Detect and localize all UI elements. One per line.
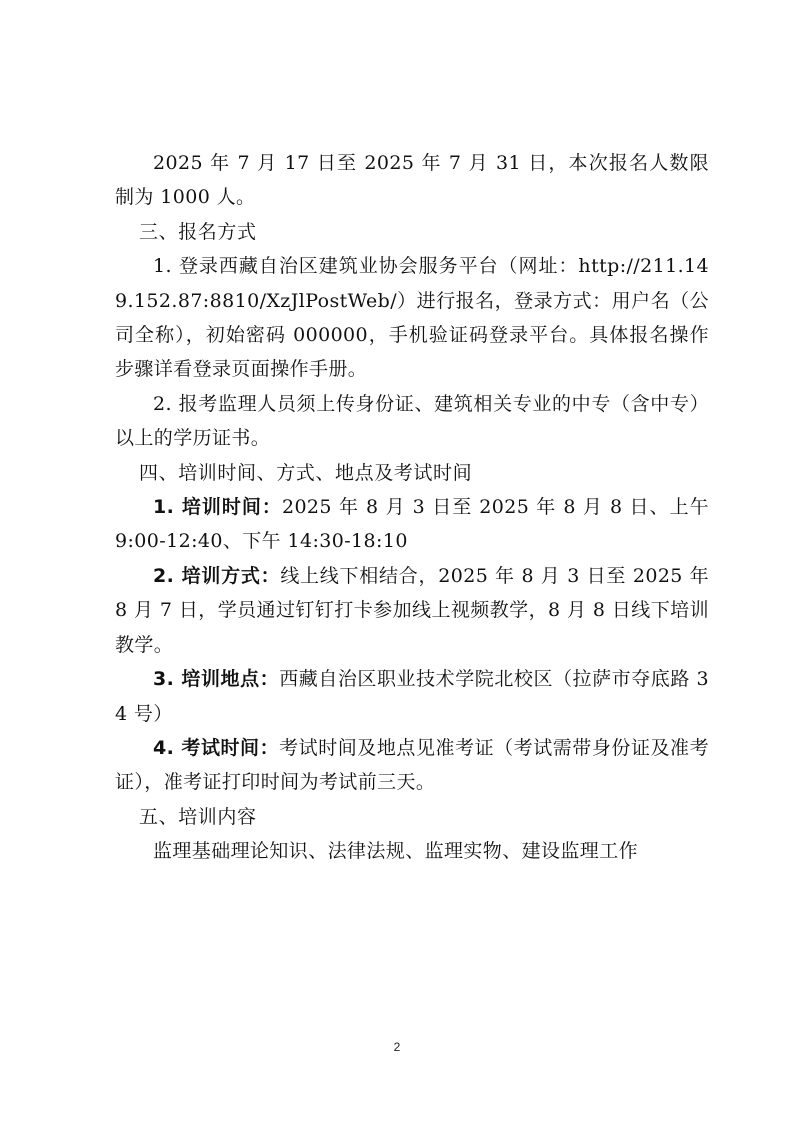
section-heading-registration-method: 三、报名方式 [139,220,257,243]
training-time-item [115,490,709,559]
section-heading-training-content: 五、培训内容 [139,805,257,828]
section-heading-training-schedule: 四、培训时间、方式、地点及考试时间 [139,461,473,484]
exam-time-text: 考试时间及地点见准考证（考试需带身份证及准考证），准考证打印时间为考试前三天。 [115,736,709,794]
registration-step-1: 1. 登录西藏自治区建筑业协会服务平台（网址：http://211.149.152.87:8810/XzJlPostWeb/）进行报名，登录方式：用户名（公司全称），初始密码 000000，手机验证码登录平台。具体报名操作步骤详看登录页面操作手册。 [115,255,709,381]
training-content-paragraph: 监理基础理论知识、法律法规、监理实物、建设监理工作 [153,840,639,863]
page-number: 2 [393,1040,401,1054]
training-location-item [115,662,709,731]
document-body [115,146,709,869]
training-mode-text: 线上线下相结合，2025 年 8 月 3 日至 2025 年 8 月 7 日，学员通过钉钉打卡参加线上视频教学，8 月 8 日线下培训教学。 [115,564,709,656]
training-time-text: 2025 年 8 月 3 日至 2025 年 8 月 8 日、上午 9:00-12:40、下午 14:30-18:10 [115,496,709,553]
registration-period-paragraph: 2025 年 7 月 17 日至 2025 年 7 月 31 日，本次报名人数限制为 1000 人。 [115,152,709,209]
exam-time-item [115,731,709,800]
training-mode-label: 2. 培训方式： [153,564,281,587]
training-mode-item [115,559,709,662]
exam-time-label: 4. 考试时间： [153,736,280,759]
registration-step-2: 2. 报考监理人员须上传身份证、建筑相关专业的中专（含中专）以上的学历证书。 [115,392,709,450]
training-time-label: 1. 培训时间： [153,496,282,519]
training-location-text: 西藏自治区职业技术学院北校区（拉萨市夺底路 34 号） [115,668,709,725]
training-location-label: 3. 培训地点： [153,668,280,691]
